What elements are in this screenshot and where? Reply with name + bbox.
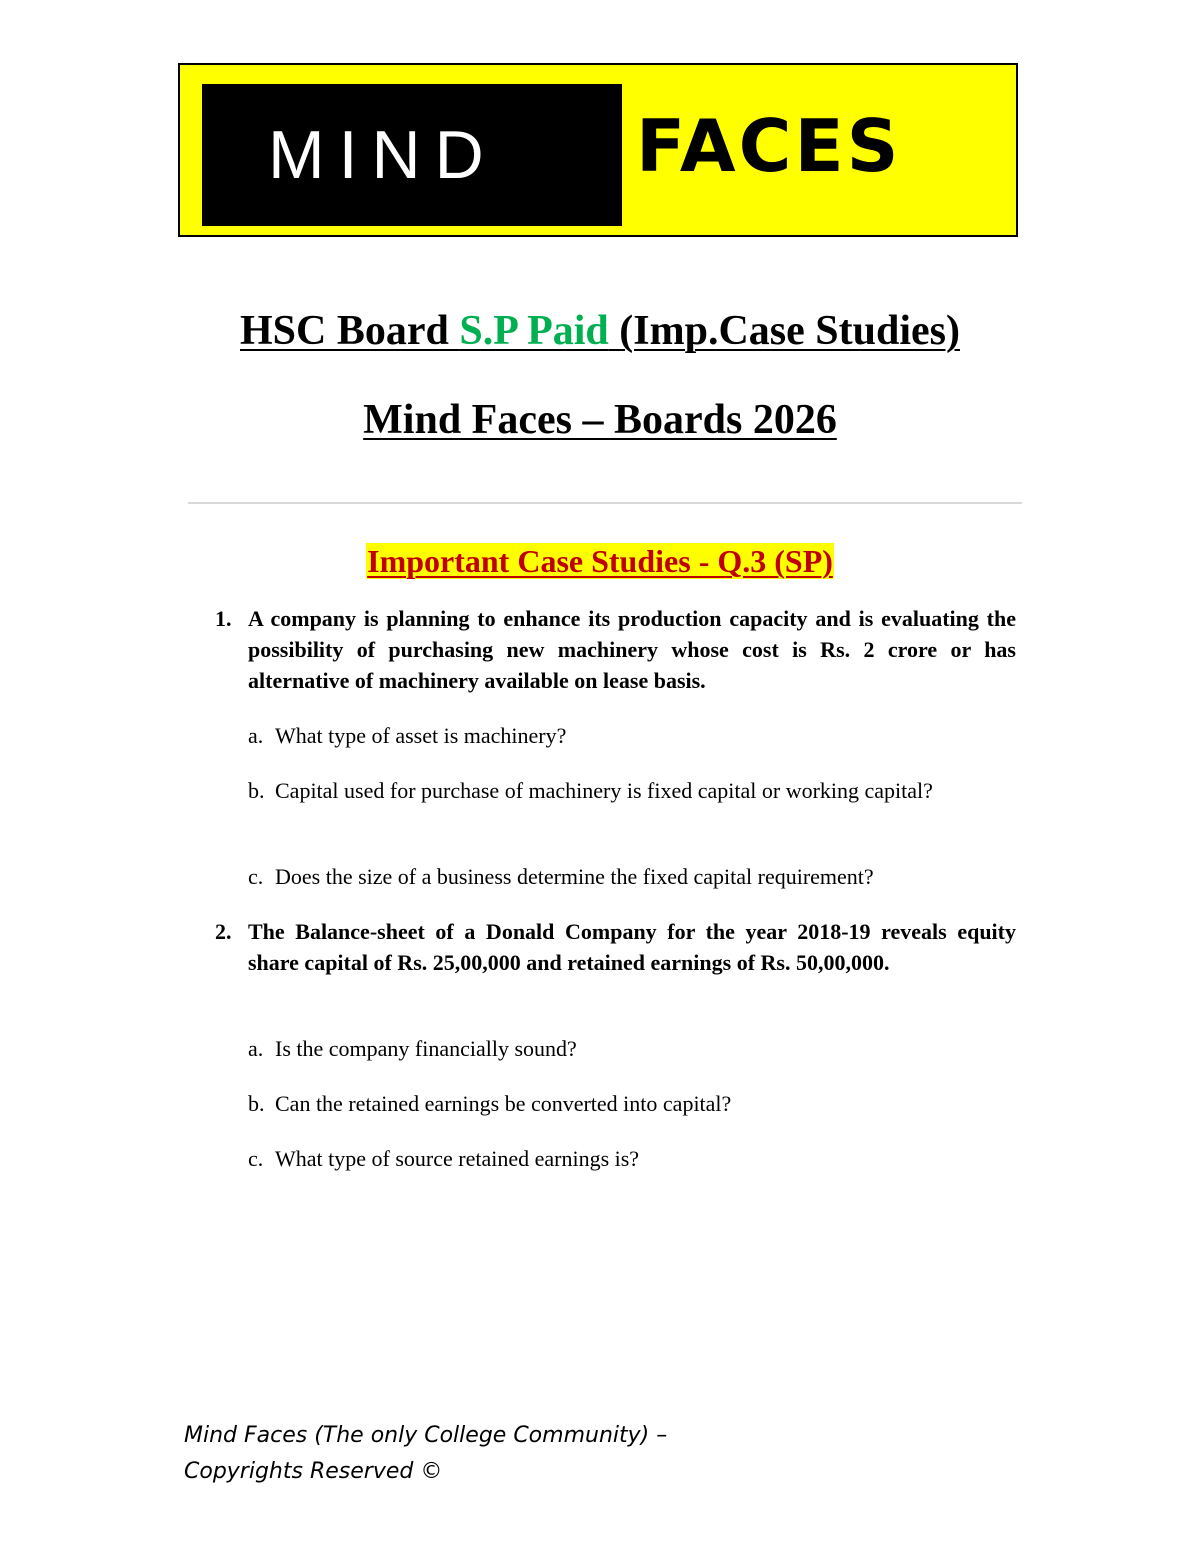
mind-faces-logo <box>178 63 1018 237</box>
sub-question-text: Capital used for purchase of machinery is fixed capital or working capital? <box>275 778 933 803</box>
sub-question-text: What type of source retained earnings is? <box>275 1146 640 1171</box>
question-number: 2. <box>215 919 232 944</box>
sub-question-letter: c. <box>248 1146 264 1171</box>
horizontal-divider <box>188 502 1022 504</box>
logo-text-faces: FACES <box>636 104 902 188</box>
document-subtitle: Mind Faces – Boards 2026 <box>363 397 837 443</box>
section-heading <box>0 541 1200 588</box>
sub-question <box>248 720 1008 751</box>
footer-line-1: Mind Faces (The only College Community) – <box>184 1423 668 1448</box>
page-footer <box>184 1418 744 1490</box>
document-title <box>0 306 1200 356</box>
sub-question-text: What type of asset is machinery? <box>275 723 567 748</box>
question-text: The Balance-sheet of a Donald Company for the year 2018-19 reveals equity share capital of Rs. 25,00,000 and retained earnings of Rs. 50,00,000. <box>248 919 1016 975</box>
question-number: 1. <box>215 606 232 631</box>
sub-question <box>248 1088 1008 1119</box>
sub-question-letter: a. <box>248 723 264 748</box>
title-part-2: (Imp.Case Studies) <box>608 308 960 354</box>
footer-line-2: Copyrights Reserved © <box>184 1459 443 1484</box>
sub-question <box>248 1143 1008 1174</box>
sub-question-letter: b. <box>248 1091 265 1116</box>
title-part-1: HSC Board <box>240 308 460 354</box>
title-highlight: S.P Paid <box>459 308 609 354</box>
logo-black-panel <box>202 84 622 226</box>
logo-text-mind: MIND <box>268 117 498 193</box>
sub-question-text: Can the retained earnings be converted into capital? <box>275 1091 732 1116</box>
sub-question-letter: a. <box>248 1036 264 1061</box>
sub-question <box>248 1033 1008 1064</box>
sub-question <box>248 861 1008 892</box>
section-heading-text: Important Case Studies - Q.3 (SP) <box>367 543 833 579</box>
sub-question <box>248 775 968 806</box>
sub-question-letter: b. <box>248 778 265 803</box>
sub-question-text: Is the company financially sound? <box>275 1036 577 1061</box>
sub-question-text: Does the size of a business determine the fixed capital requirement? <box>275 864 874 889</box>
question-text: A company is planning to enhance its production capacity and is evaluating the possibility of purchasing new machinery whose cost is Rs. 2 crore or has alternative of machinery available on lease basis. <box>248 606 1016 693</box>
sub-question-letter: c. <box>248 864 264 889</box>
